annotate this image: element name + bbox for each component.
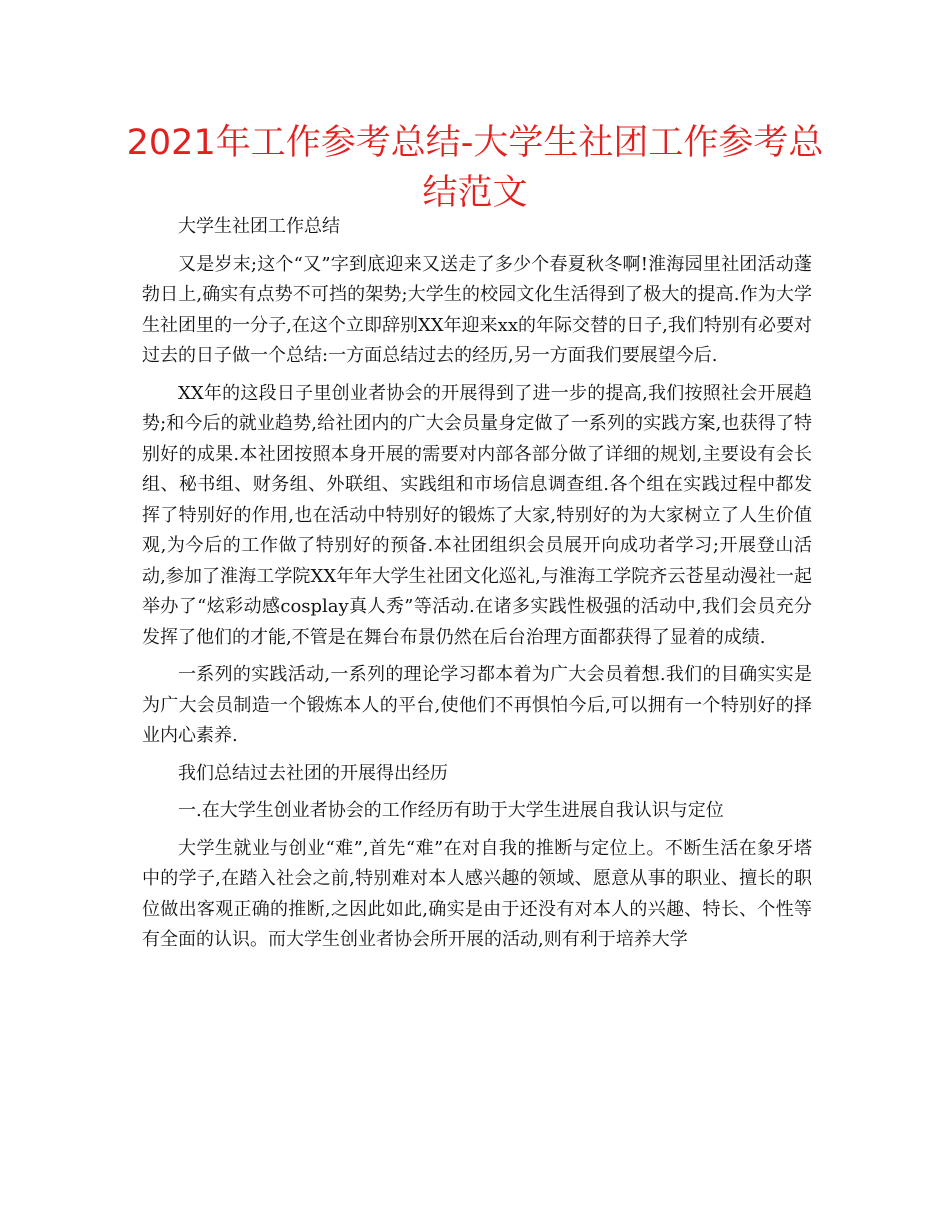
paragraph-heading: 一.在大学生创业者协会的工作经历有助于大学生进展自我认识与定位: [178, 800, 724, 821]
document-title: 2021年工作参考总结-大学生社团工作参考总结范文: [126, 123, 824, 213]
paragraph-heading: 我们总结过去社团的开展得出经历: [178, 762, 448, 784]
paragraph-subtitle: 大学生社团工作总结: [178, 216, 340, 237]
paragraph: 一系列的实践活动,一系列的理论学习都本着为广大会员着想.我们的目确实实是为广大会员制造一个锻炼本人的平台,使他们不再惧怕今后,可以拥有一个特别好的择业内心素养.: [142, 664, 812, 746]
paragraph: XX年的这段日子里创业者协会的开展得到了进一步的提高,我们按照社会开展趋势;和今后的就业趋势,给社团内的广大会员量身定做了一系列的实践方案,也获得了特别好的成果.本社团按照本身开展的需要对内部各部分做了详细的规划,主要设有会长组、秘书组、财务组、外联组、实践组和市场信息调查组.各个组在实践过程中都发挥了特别好的作用,也在活动中特别好的锻炼了大家,特别好的为大家树立了人生价值观,为今后的工作做了特别好的预备.本社团组织会员展开向成功者学习;开展登山活动,参加了淮海工学院XX年年大学生社团文化巡礼,与淮海工学院齐云苍星动漫社一起举办了“炫彩动感cosplay真人秀”等活动.在诸多实践性极强的活动中,我们会员充分发挥了他们的才能,不管是在舞台布景仍然在后台治理方面都获得了显着的成绩.: [142, 382, 812, 648]
document-body: [142, 212, 812, 963]
paragraph: 大学生就业与创业“难”,首先“难”在对自我的推断与定位上。不断生活在象牙塔中的学子,在踏入社会之前,特别难对本人感兴趣的领域、愿意从事的职业、擅长的职位做出客观正确的推断,之因此如此,确实是由于还没有对本人的兴趣、特长、个性等有全面的认识。而大学生创业者协会所开展的活动,则有利于培养大学: [142, 837, 812, 950]
paragraph: 又是岁末;这个“又”字到底迎来又送走了多少个春夏秋冬啊!淮海园里社团活动蓬勃日上,确实有点势不可挡的架势;大学生的校园文化生活得到了极大的提高.作为大学生社团里的一分子,在这个立即辞别XX年迎来xx的年际交替的日子,我们特别有必要对过去的日子做一个总结:一方面总结过去的经历,另一方面我们要展望今后.: [142, 253, 812, 366]
